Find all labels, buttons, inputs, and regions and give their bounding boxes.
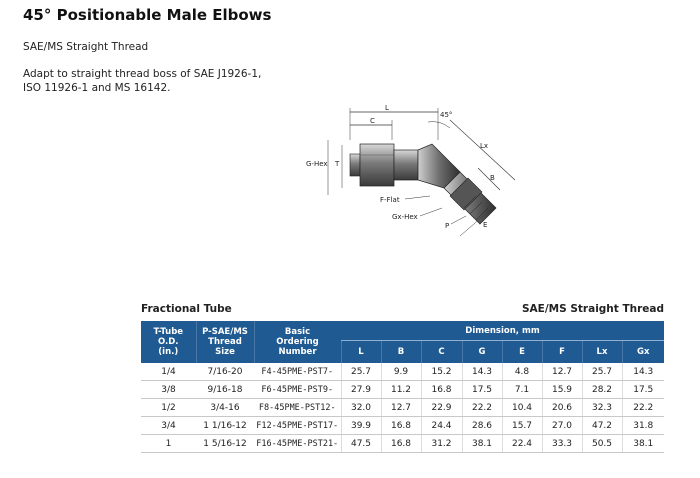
dim-Gx-cell: 31.8 — [622, 417, 664, 435]
col-header-F: F — [542, 341, 582, 364]
dim-Gx-cell: 22.2 — [622, 399, 664, 417]
dim-E-cell: 15.7 — [502, 417, 542, 435]
dimension-Lx-label: Lx — [480, 142, 489, 150]
col-header-E: E — [502, 341, 542, 364]
dim-C-cell: 24.4 — [421, 417, 462, 435]
dim-Lx-cell: 32.3 — [582, 399, 622, 417]
dim-L-cell: 32.0 — [341, 399, 381, 417]
ordering-number-cell: F8-45PME-PST12- — [254, 399, 341, 417]
col-header-tube-od: T-Tube O.D. (in.) — [141, 321, 196, 363]
table-row — [141, 381, 664, 399]
tube-od-cell: 1/2 — [141, 399, 196, 417]
dim-L-cell: 47.5 — [341, 435, 381, 453]
dim-Gx-cell: 17.5 — [622, 381, 664, 399]
col-header-ordering-number: Basic Ordering Number — [254, 321, 341, 363]
dim-Lx-cell: 28.2 — [582, 381, 622, 399]
dim-Gx-cell: 14.3 — [622, 363, 664, 381]
dim-Lx-cell: 25.7 — [582, 363, 622, 381]
dim-L-cell: 27.9 — [341, 381, 381, 399]
dim-F-cell: 12.7 — [542, 363, 582, 381]
dimension-L-label: L — [385, 104, 389, 112]
dim-C-cell: 31.2 — [421, 435, 462, 453]
dim-B-cell: 11.2 — [381, 381, 421, 399]
description-line-2: ISO 11926-1 and MS 16142. — [23, 82, 171, 94]
dim-C-cell: 15.2 — [421, 363, 462, 381]
angle-label: 45° — [440, 111, 453, 119]
dim-G-cell: 14.3 — [462, 363, 502, 381]
dim-E-cell: 22.4 — [502, 435, 542, 453]
dimension-C-label: C — [370, 117, 375, 125]
elbow-fitting-diagram — [300, 100, 540, 250]
gx-hex-label: Gx-Hex — [392, 213, 418, 221]
tube-od-cell: 3/8 — [141, 381, 196, 399]
page-title: 45° Positionable Male Elbows — [23, 6, 272, 24]
col-header-thread-size: P-SAE/MS Thread Size — [196, 321, 254, 363]
table-caption-thread-type: SAE/MS Straight Thread — [521, 303, 664, 315]
dim-C-cell: 16.8 — [421, 381, 462, 399]
tube-od-cell: 1 — [141, 435, 196, 453]
dim-F-cell: 20.6 — [542, 399, 582, 417]
dim-G-cell: 22.2 — [462, 399, 502, 417]
col-header-G: G — [462, 341, 502, 364]
port-P-label: P — [445, 222, 450, 230]
dim-B-cell: 16.8 — [381, 435, 421, 453]
dim-E-cell: 10.4 — [502, 399, 542, 417]
description-line-1: Adapt to straight thread boss of SAE J1926-1, — [23, 68, 262, 80]
thread-size-cell: 7/16-20 — [196, 363, 254, 381]
dim-G-cell: 38.1 — [462, 435, 502, 453]
col-header-C: C — [421, 341, 462, 364]
table-caption-fractional-tube: Fractional Tube — [141, 303, 232, 315]
table-row — [141, 435, 664, 453]
col-header-Gx: Gx — [622, 341, 664, 364]
thread-size-cell: 3/4-16 — [196, 399, 254, 417]
dimension-E-label: E — [483, 221, 488, 229]
dim-Lx-cell: 47.2 — [582, 417, 622, 435]
col-header-L: L — [341, 341, 381, 364]
dim-Gx-cell: 38.1 — [622, 435, 664, 453]
product-description — [23, 67, 261, 95]
dim-B-cell: 16.8 — [381, 417, 421, 435]
col-header-B: B — [381, 341, 421, 364]
tube-od-cell: 3/4 — [141, 417, 196, 435]
thread-size-cell: 9/16-18 — [196, 381, 254, 399]
table-row — [141, 363, 664, 381]
dim-L-cell: 25.7 — [341, 363, 381, 381]
ordering-number-cell: F16-45PME-PST21- — [254, 435, 341, 453]
dimension-table — [141, 321, 664, 453]
dimension-B-label: B — [490, 174, 495, 182]
dim-G-cell: 17.5 — [462, 381, 502, 399]
dim-C-cell: 22.9 — [421, 399, 462, 417]
dim-B-cell: 12.7 — [381, 399, 421, 417]
dim-L-cell: 39.9 — [341, 417, 381, 435]
ordering-number-cell: F12-45PME-PST17- — [254, 417, 341, 435]
g-hex-label: G-Hex — [306, 160, 328, 168]
thread-size-cell: 1 5/16-12 — [196, 435, 254, 453]
thread-size-cell: 1 1/16-12 — [196, 417, 254, 435]
f-flat-label: F-Flat — [380, 196, 400, 204]
ordering-number-cell: F4-45PME-PST7- — [254, 363, 341, 381]
tube-T-label: T — [335, 160, 340, 168]
dim-G-cell: 28.6 — [462, 417, 502, 435]
dim-F-cell: 27.0 — [542, 417, 582, 435]
tube-od-cell: 1/4 — [141, 363, 196, 381]
col-header-dimension-group: Dimension, mm — [341, 321, 664, 341]
table-row — [141, 417, 664, 435]
thread-type-subtitle: SAE/MS Straight Thread — [23, 41, 149, 53]
ordering-number-cell: F6-45PME-PST9- — [254, 381, 341, 399]
table-row — [141, 399, 664, 417]
dim-E-cell: 4.8 — [502, 363, 542, 381]
col-header-Lx: Lx — [582, 341, 622, 364]
dim-F-cell: 33.3 — [542, 435, 582, 453]
dim-B-cell: 9.9 — [381, 363, 421, 381]
dim-E-cell: 7.1 — [502, 381, 542, 399]
dim-Lx-cell: 50.5 — [582, 435, 622, 453]
dim-F-cell: 15.9 — [542, 381, 582, 399]
